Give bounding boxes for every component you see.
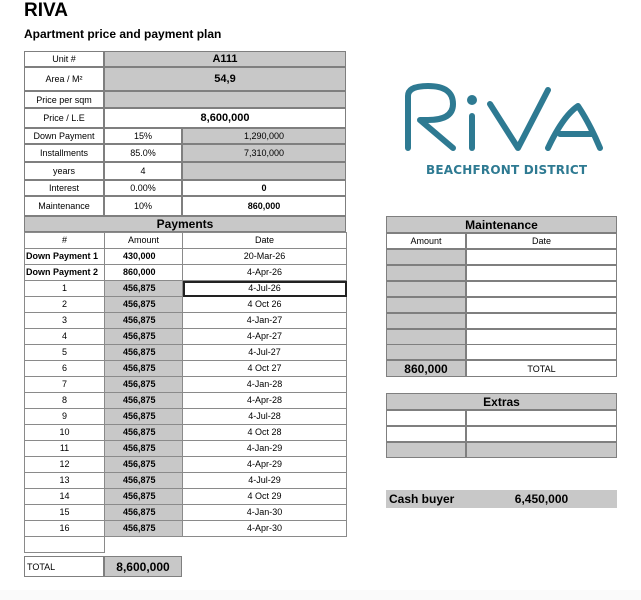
cash-buyer-label: Cash buyer (386, 490, 466, 508)
payment-amount: 456,875 (105, 361, 183, 377)
payment-number: 1 (25, 281, 105, 297)
payment-amount: 456,875 (105, 441, 183, 457)
page-title: RIVA (24, 0, 68, 21)
maintenance-label: Maintenance (24, 196, 104, 216)
maintenance-title: Maintenance (386, 216, 617, 233)
maintenance-date-cell[interactable] (466, 344, 617, 360)
payment-date[interactable]: 4-Apr-30 (183, 521, 347, 537)
table-row (25, 345, 347, 361)
installments-value: 7,310,000 (182, 144, 346, 162)
maintenance-date-cell[interactable] (466, 265, 617, 281)
payment-amount: 456,875 (105, 505, 183, 521)
maintenance-amount-cell[interactable] (386, 344, 466, 360)
maintenance-date-cell[interactable] (466, 249, 617, 265)
payment-amount: 456,875 (105, 297, 183, 313)
col-header-number: # (25, 233, 105, 249)
installments-pct: 85.0% (104, 144, 182, 162)
total-value: 8,600,000 (104, 556, 182, 577)
payment-amount: 456,875 (105, 377, 183, 393)
installments-label: Installments (24, 144, 104, 162)
payment-amount: 456,875 (105, 457, 183, 473)
extras-item-cell[interactable] (386, 410, 466, 426)
payment-amount: 430,000 (105, 249, 183, 265)
maintenance-value: 860,000 (182, 196, 346, 216)
col-header-amount: Amount (105, 233, 183, 249)
maintenance-date-cell[interactable] (466, 281, 617, 297)
payment-date[interactable]: 4-Apr-26 (183, 265, 347, 281)
table-row (25, 377, 347, 393)
payment-date[interactable]: 4 Oct 26 (183, 297, 347, 313)
extras-item-cell[interactable] (386, 442, 466, 458)
interest-value: 0 (182, 180, 346, 196)
payment-amount: 860,000 (105, 265, 183, 281)
payment-date[interactable]: 20-Mar-26 (183, 249, 347, 265)
payment-number: 7 (25, 377, 105, 393)
maintenance-amount-cell[interactable] (386, 297, 466, 313)
cash-buyer-value: 6,450,000 (466, 490, 617, 508)
area-label: Area / M² (24, 67, 104, 91)
payment-number: 6 (25, 361, 105, 377)
col-header-date: Date (183, 233, 347, 249)
payments-table (24, 232, 347, 553)
payment-number: 9 (25, 409, 105, 425)
payment-amount: 456,875 (105, 329, 183, 345)
payment-date[interactable]: 4-Jan-27 (183, 313, 347, 329)
payment-date[interactable]: 4-Jul-27 (183, 345, 347, 361)
payment-number: 11 (25, 441, 105, 457)
maintenance-amount-cell[interactable] (386, 281, 466, 297)
payment-number: Down Payment 1 (25, 249, 105, 265)
table-row (25, 361, 347, 377)
payment-number: 5 (25, 345, 105, 361)
payment-date[interactable]: 4-Jan-29 (183, 441, 347, 457)
payment-amount: 456,875 (105, 425, 183, 441)
payment-date[interactable]: 4-Jan-28 (183, 377, 347, 393)
payment-amount: 456,875 (105, 281, 183, 297)
down-payment-value: 1,290,000 (182, 128, 346, 144)
interest-label: Interest (24, 180, 104, 196)
payment-date[interactable]: 4-Apr-29 (183, 457, 347, 473)
years-extra (182, 162, 346, 180)
payment-number: Down Payment 2 (25, 265, 105, 281)
payment-date[interactable]: 4 Oct 27 (183, 361, 347, 377)
payment-date[interactable]: 4 Oct 29 (183, 489, 347, 505)
payments-title: Payments (24, 216, 346, 232)
table-row (25, 473, 347, 489)
spacer-row (25, 537, 347, 553)
maintenance-date-cell[interactable] (466, 313, 617, 329)
maintenance-amount-cell[interactable] (386, 249, 466, 265)
payment-date[interactable]: 4 Oct 28 (183, 425, 347, 441)
table-row (25, 249, 347, 265)
payment-amount: 456,875 (105, 409, 183, 425)
maintenance-date-cell[interactable] (466, 297, 617, 313)
table-row (25, 281, 347, 297)
table-row (25, 297, 347, 313)
unit-value[interactable]: A111 (104, 51, 346, 67)
maintenance-col-date: Date (466, 233, 617, 249)
payment-date[interactable]: 4-Apr-27 (183, 329, 347, 345)
payment-amount: 456,875 (105, 393, 183, 409)
table-row (25, 505, 347, 521)
years-label: years (24, 162, 104, 180)
maintenance-total-value: 860,000 (386, 360, 466, 377)
maintenance-date-cell[interactable] (466, 329, 617, 345)
footer-strip (0, 590, 641, 600)
price-value[interactable]: 8,600,000 (104, 108, 346, 128)
table-row (25, 409, 347, 425)
maintenance-col-amount: Amount (386, 233, 466, 249)
extras-value-cell[interactable] (466, 410, 617, 426)
payment-date[interactable]: 4-Jul-29 (183, 473, 347, 489)
price-sqm-value[interactable] (104, 91, 346, 108)
extras-item-cell[interactable] (386, 426, 466, 442)
table-row (25, 521, 347, 537)
payment-number: 13 (25, 473, 105, 489)
maintenance-pct[interactable]: 10% (104, 196, 182, 216)
payment-number: 3 (25, 313, 105, 329)
payment-number: 16 (25, 521, 105, 537)
payment-amount: 456,875 (105, 345, 183, 361)
payment-number: 10 (25, 425, 105, 441)
empty-cell (105, 537, 183, 553)
payment-number: 12 (25, 457, 105, 473)
interest-pct[interactable]: 0.00% (104, 180, 182, 196)
payment-amount: 456,875 (105, 521, 183, 537)
payment-amount: 456,875 (105, 313, 183, 329)
payment-number: 15 (25, 505, 105, 521)
maintenance-amount-cell[interactable] (386, 329, 466, 345)
payment-amount: 456,875 (105, 473, 183, 489)
payment-date[interactable]: 4-Apr-28 (183, 393, 347, 409)
extras-title: Extras (386, 393, 617, 410)
payment-date[interactable]: 4-Jul-26 (183, 281, 347, 297)
down-payment-label: Down Payment (24, 128, 104, 144)
payment-date[interactable]: 4-Jan-30 (183, 505, 347, 521)
maintenance-amount-cell[interactable] (386, 313, 466, 329)
riva-wordmark-icon (398, 76, 608, 158)
maintenance-total-label: TOTAL (466, 360, 617, 377)
table-row (25, 265, 347, 281)
page-subtitle: Apartment price and payment plan (24, 27, 222, 41)
table-row (25, 425, 347, 441)
empty-cell (183, 537, 347, 553)
table-row (25, 329, 347, 345)
payment-number: 8 (25, 393, 105, 409)
unit-label: Unit # (24, 51, 104, 67)
maintenance-amount-cell[interactable] (386, 265, 466, 281)
payment-number: 4 (25, 329, 105, 345)
years-value[interactable]: 4 (104, 162, 182, 180)
payment-amount: 456,875 (105, 489, 183, 505)
logo-tagline: BEACHFRONT DISTRICT (426, 163, 588, 177)
table-row (25, 457, 347, 473)
table-row (25, 393, 347, 409)
area-value[interactable]: 54,9 (104, 67, 346, 91)
payment-number: 2 (25, 297, 105, 313)
price-sqm-label: Price per sqm (24, 91, 104, 108)
table-row (25, 313, 347, 329)
total-label: TOTAL (24, 556, 104, 577)
extras-value-cell[interactable] (466, 426, 617, 442)
table-row (25, 489, 347, 505)
price-label: Price / L.E (24, 108, 104, 128)
table-row (25, 441, 347, 457)
payment-date[interactable]: 4-Jul-28 (183, 409, 347, 425)
down-payment-pct[interactable]: 15% (104, 128, 182, 144)
payment-number: 14 (25, 489, 105, 505)
extras-value-cell[interactable] (466, 442, 617, 458)
empty-cell (25, 537, 105, 553)
